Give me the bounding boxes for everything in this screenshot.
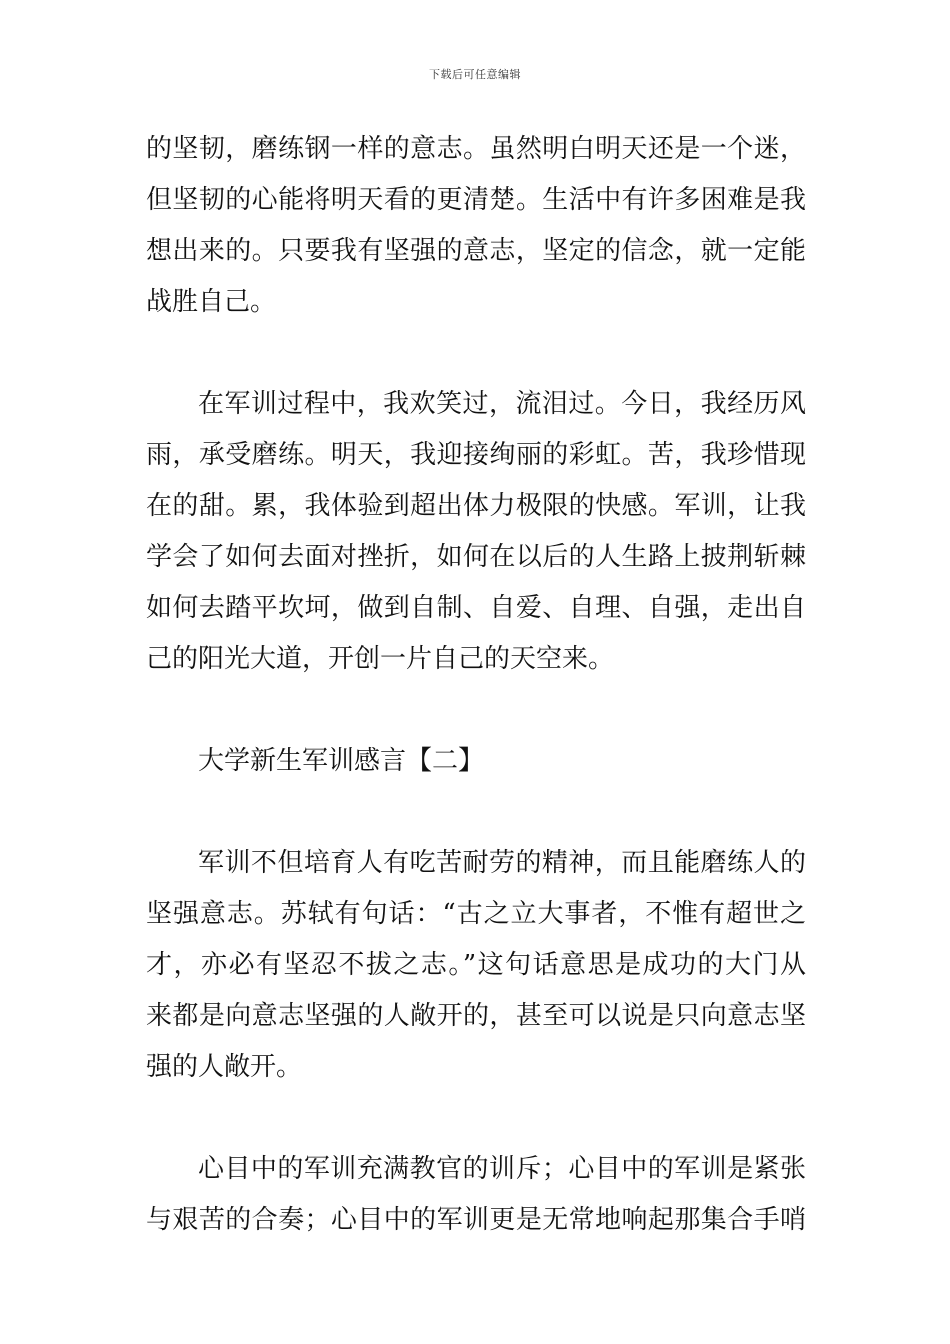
page-header-note: 下载后可任意编辑 (429, 68, 521, 81)
text-line: 心目中的军训充满教官的训斥；心目中的军训是紧张 (198, 1154, 806, 1184)
text-line: 来都是向意志坚强的人敞开的，甚至可以说是只向意志坚 (146, 1001, 806, 1031)
text-line: 战胜自己。 (146, 287, 277, 317)
text-line: 如何去踏平坎坷，做到自制、自爱、自理、自强，走出自 (146, 593, 806, 623)
paragraph-3 (146, 838, 806, 1093)
text-line: 己的阳光大道，开创一片自己的天空来。 (146, 644, 615, 674)
paragraph-gap (146, 787, 806, 838)
text-line: 与艰苦的合奏；心目中的军训更是无常地响起那集合手哨 (146, 1205, 806, 1235)
text-line: 才，亦必有坚忍不拔之志。”这句话意思是成功的大门从 (146, 950, 806, 980)
text-line: 的坚韧，磨练钢一样的意志。虽然明白明天还是一个迷， (146, 134, 806, 164)
paragraph-2 (146, 379, 806, 685)
text-line: 想出来的。只要我有坚强的意志，坚定的信念，就一定能 (146, 236, 806, 266)
text-line: 在的甜。累，我体验到超出体力极限的快感。军训，让我 (146, 491, 806, 521)
paragraph-gap (146, 328, 806, 379)
document-body (146, 124, 806, 1246)
text-line: 军训不但培育人有吃苦耐劳的精神，而且能磨练人的 (198, 848, 806, 878)
text-line: 在军训过程中，我欢笑过，流泪过。今日，我经历风 (198, 389, 806, 419)
text-line: 雨，承受磨练。明天，我迎接绚丽的彩虹。苦，我珍惜现 (146, 440, 806, 470)
text-line: 但坚韧的心能将明天看的更清楚。生活中有许多困难是我 (146, 185, 806, 215)
section-heading: 大学新生军训感言【二】 (198, 746, 485, 776)
text-line: 强的人敞开。 (146, 1052, 303, 1082)
text-line: 坚强意志。苏轼有句话：“古之立大事者，不惟有超世之 (146, 899, 806, 929)
text-line: 学会了如何去面对挫折，如何在以后的人生路上披荆斩棘 (146, 542, 806, 572)
paragraph-4 (146, 1144, 806, 1246)
paragraph-gap (146, 685, 806, 736)
paragraph-gap (146, 1093, 806, 1144)
paragraph-1 (146, 124, 806, 328)
